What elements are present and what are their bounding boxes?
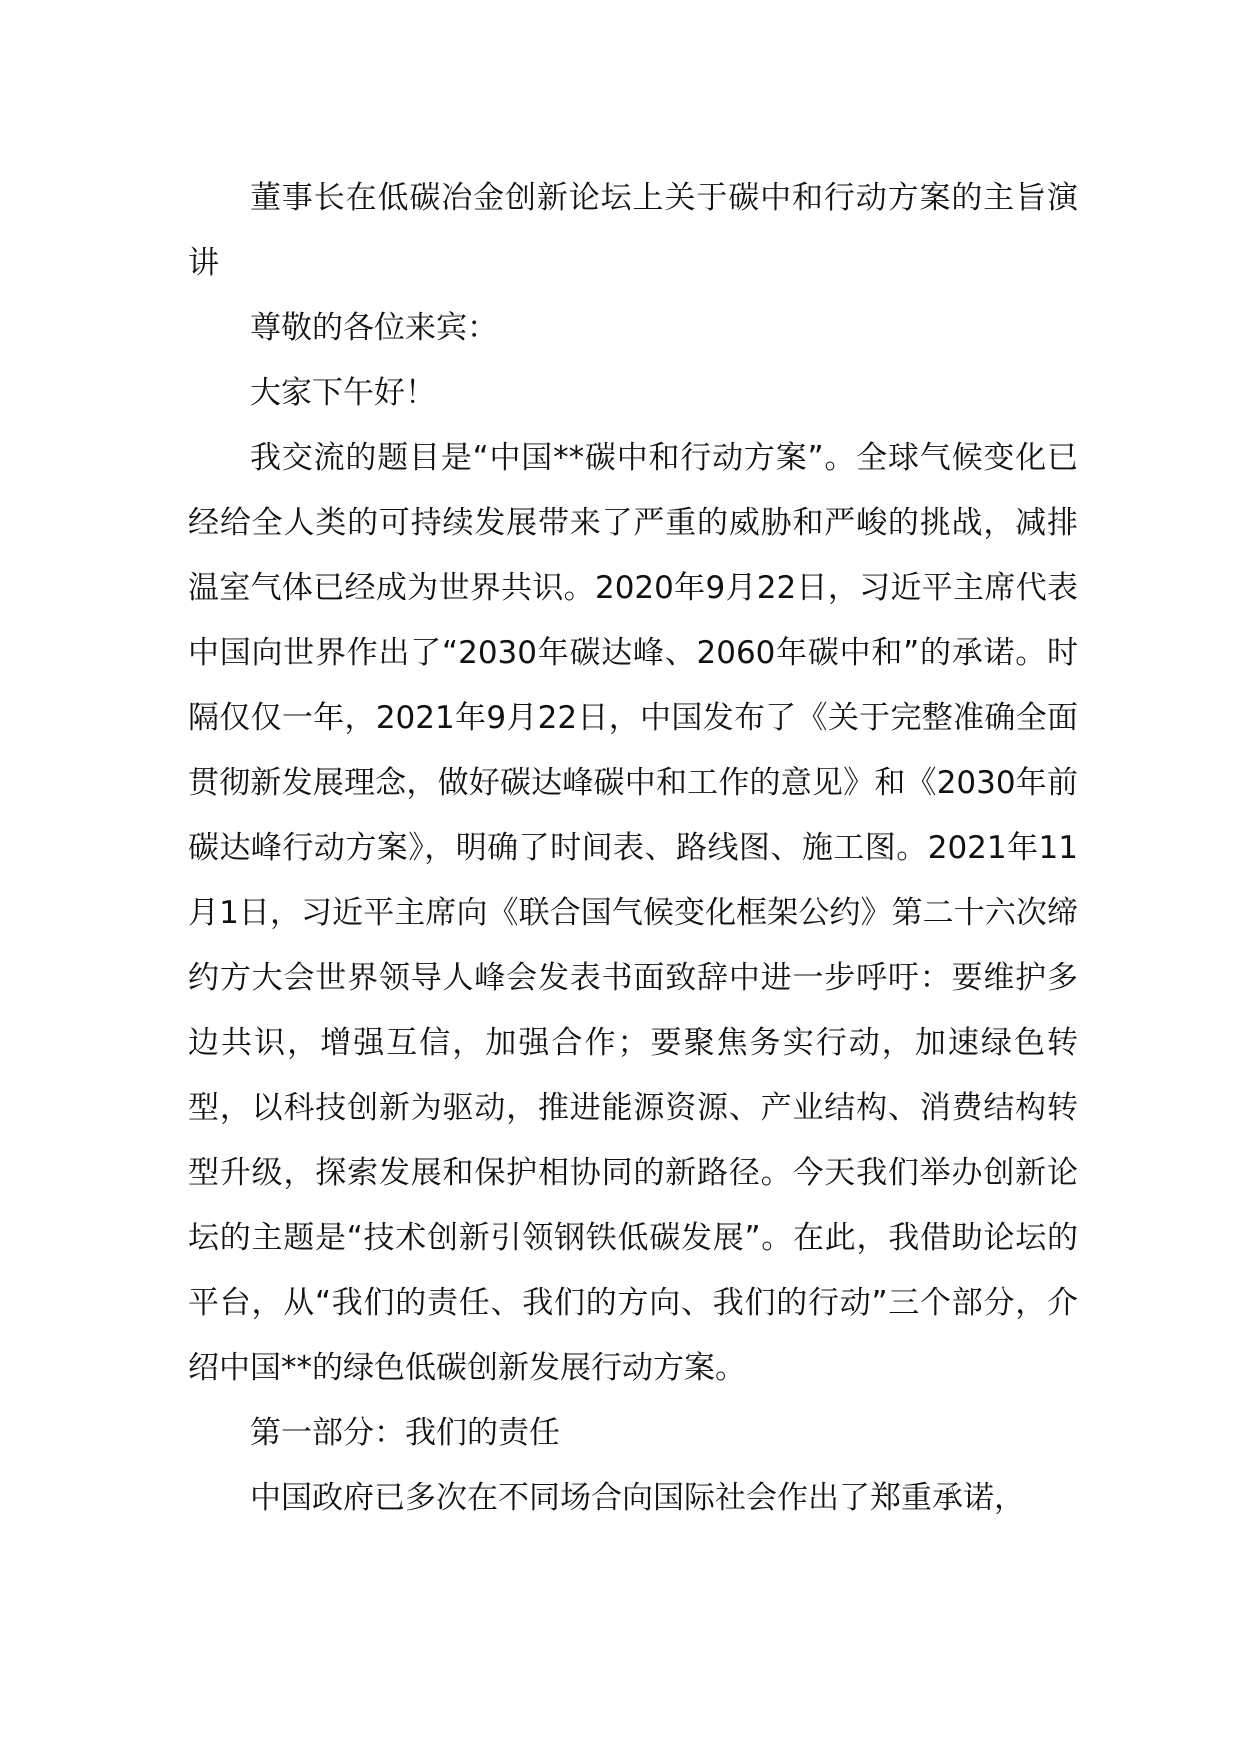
salutation: 尊敬的各位来宾： xyxy=(250,310,498,346)
greeting: 大家下午好！ xyxy=(250,375,436,411)
body-paragraph-part-one: 中国政府已多次在不同场合向国际社会作出了郑重承诺， xyxy=(250,1480,1025,1516)
document-body xyxy=(188,166,1078,1531)
speech-title: 董事长在低碳冶金创新论坛上关于碳中和行动方案的主旨演讲 xyxy=(188,180,1078,281)
section-heading-part-one: 第一部分：我们的责任 xyxy=(250,1415,560,1451)
body-paragraph-intro: 我交流的题目是“中国**碳中和行动方案”。全球气候变化已经给全人类的可持续发展带来了严重的威胁和严峻的挑战，减排温室气体已经成为世界共识。2020年9月22日，习近平主席代表中国向世界作出了“2030年碳达峰、2060年碳中和”的承诺。时隔仅仅一年，2021年9月22日，中国发布了《关于完整准确全面贯彻新发展理念，做好碳达峰碳中和工作的意见》和《2030年前碳达峰行动方案》，明确了时间表、路线图、施工图。2021年11月1日，习近平主席向《联合国气候变化框架公约》第二十六次缔约方大会世界领导人峰会发表书面致辞中进一步呼吁：要维护多边共识，增强互信，加强合作；要聚焦务实行动，加速绿色转型，以科技创新为驱动，推进能源资源、产业结构、消费结构转型升级，探索发展和保护相协同的新路径。今天我们举办创新论坛的主题是“技术创新引领钢铁低碳发展”。在此，我借助论坛的平台，从“我们的责任、我们的方向、我们的行动”三个部分，介绍中国**的绿色低碳创新发展行动方案。 xyxy=(188,440,1078,1386)
